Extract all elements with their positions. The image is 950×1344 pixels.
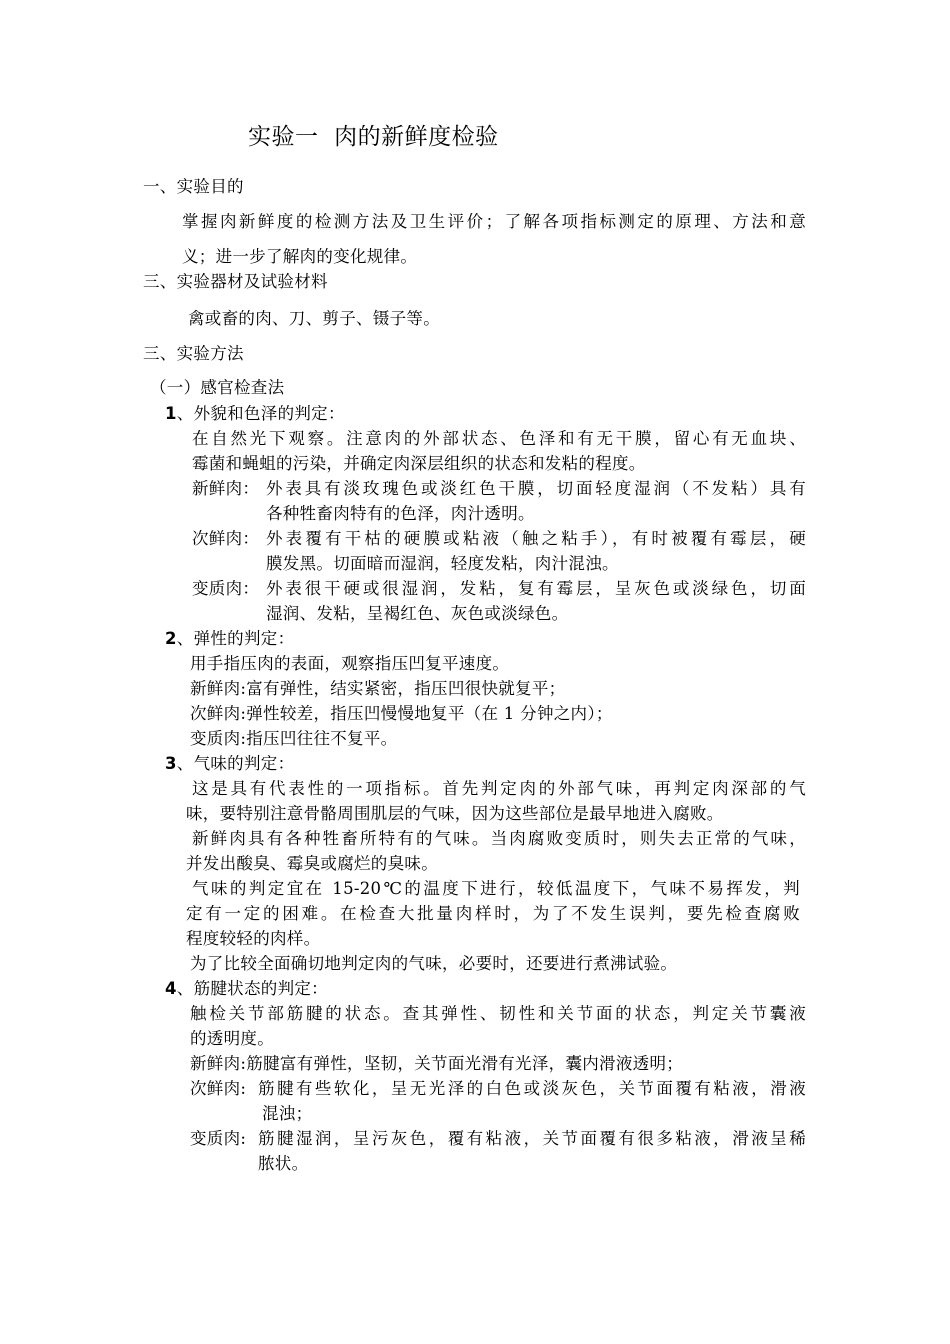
item-heading-odor <box>165 752 294 776</box>
tendon-subfresh-label: 次鲜肉: <box>190 1079 247 1098</box>
item-number: 1 <box>165 404 177 423</box>
tendon-line-2: 的透明度。 <box>190 1029 274 1048</box>
appearance-spoiled-line-1: 外表很干硬或很湿润，发粘，复有霉层，呈灰色或淡绿色，切面 <box>266 579 806 598</box>
tendon-subfresh-line-2: 混浊； <box>262 1104 313 1123</box>
odor-line-3: 新鲜肉具有各种牲畜所特有的气味。当肉腐败变质时，则失去正常的气味， <box>192 829 806 848</box>
odor-line-2: 味，要特别注意骨骼周围肌层的气味，因为这些部位是最早地进入腐败。 <box>186 804 724 823</box>
item-heading-text: 、弹性的判定： <box>176 629 295 648</box>
item-number: 2 <box>165 629 177 648</box>
appearance-fresh-label: 新鲜肉： <box>192 479 260 498</box>
subsection-heading-sensory: （一）感官检查法 <box>150 378 285 397</box>
section-heading-materials: 三、实验器材及试验材料 <box>143 272 328 291</box>
odor-line-6: 定有一定的困难。在检查大批量肉样时，为了不发生误判，要先检查腐败 <box>186 904 800 923</box>
appearance-line-2: 霉菌和蝇蛆的污染，并确定肉深层组织的状态和发粘的程度。 <box>192 454 646 473</box>
item-heading-text: 、筋腱状态的判定： <box>176 979 328 998</box>
item-heading-elasticity <box>165 627 294 651</box>
elasticity-line-3: 次鲜肉:弹性较差，指压凹慢慢地复平（在 1 分钟之内）； <box>190 704 613 723</box>
appearance-spoiled-line-2: 湿润、发粘，呈褐红色、灰色或淡绿色。 <box>266 604 569 623</box>
tendon-spoiled-line-2: 脓状。 <box>258 1154 309 1173</box>
tendon-fresh-line: 新鲜肉:筋腱富有弹性，坚韧，关节面光滑有光泽，囊内滑液透明； <box>190 1054 684 1073</box>
odor-line-7: 程度较轻的肉样。 <box>186 929 321 948</box>
item-heading-text: 、外貌和色泽的判定： <box>176 404 345 423</box>
materials-text: 禽或畜的肉、刀、剪子、镊子等。 <box>188 309 440 328</box>
appearance-spoiled-label: 变质肉： <box>192 579 260 598</box>
elasticity-line-1: 用手指压肉的表面，观察指压凹复平速度。 <box>190 654 510 673</box>
appearance-fresh-line-1: 外表具有淡玫瑰色或淡红色干膜，切面轻度湿润（不发粘）具有 <box>266 479 806 498</box>
appearance-fresh-line-2: 各种牲畜肉特有的色泽，肉汁透明。 <box>266 504 535 523</box>
tendon-spoiled-line-1: 筋腱湿润，呈污灰色，覆有粘液，关节面覆有很多粘液，滑液呈稀 <box>258 1129 806 1148</box>
section-heading-methods: 三、实验方法 <box>143 344 244 363</box>
item-number: 4 <box>165 979 177 998</box>
appearance-subfresh-line-1: 外表覆有干枯的硬膜或粘液（触之粘手），有时被覆有霉层，硬 <box>266 529 806 548</box>
odor-line-4: 并发出酸臭、霉臭或腐烂的臭味。 <box>186 854 438 873</box>
appearance-subfresh-line-2: 膜发黑。切面暗而湿润，轻度发粘，肉汁混浊。 <box>266 554 619 573</box>
item-heading-appearance <box>165 402 345 426</box>
item-number: 3 <box>165 754 177 773</box>
odor-line-5: 气味的判定宜在 15-20℃的温度下进行，较低温度下，气味不易挥发，判 <box>192 879 800 898</box>
odor-line-1: 这是具有代表性的一项指标。首先判定肉的外部气味，再判定肉深部的气 <box>192 779 806 798</box>
tendon-line-1: 触检关节部筋腱的状态。查其弹性、韧性和关节面的状态，判定关节囊液 <box>190 1004 806 1023</box>
section-heading-purpose: 一、实验目的 <box>143 177 244 196</box>
item-heading-text: 、气味的判定： <box>176 754 295 773</box>
odor-line-8: 为了比较全面确切地判定肉的气味，必要时，还要进行煮沸试验。 <box>190 954 678 973</box>
page-title: 实验一 肉的新鲜度检验 <box>248 124 499 150</box>
purpose-text-line-2: 义；进一步了解肉的变化规律。 <box>182 247 418 266</box>
purpose-text-line-1: 掌握肉新鲜度的检测方法及卫生评价；了解各项指标测定的原理、方法和意 <box>182 212 806 231</box>
tendon-spoiled-label: 变质肉: <box>190 1129 247 1148</box>
appearance-subfresh-label: 次鲜肉： <box>192 529 260 548</box>
appearance-line-1: 在自然光下观察。注意肉的外部状态、色泽和有无干膜，留心有无血块、 <box>192 429 806 448</box>
tendon-subfresh-line-1: 筋腱有些软化，呈无光泽的白色或淡灰色，关节面覆有粘液，滑液 <box>258 1079 806 1098</box>
item-heading-tendon <box>165 977 328 1001</box>
elasticity-line-2: 新鲜肉:富有弹性，结实紧密，指压凹很快就复平； <box>190 679 566 698</box>
elasticity-line-4: 变质肉:指压凹往往不复平。 <box>190 729 398 748</box>
